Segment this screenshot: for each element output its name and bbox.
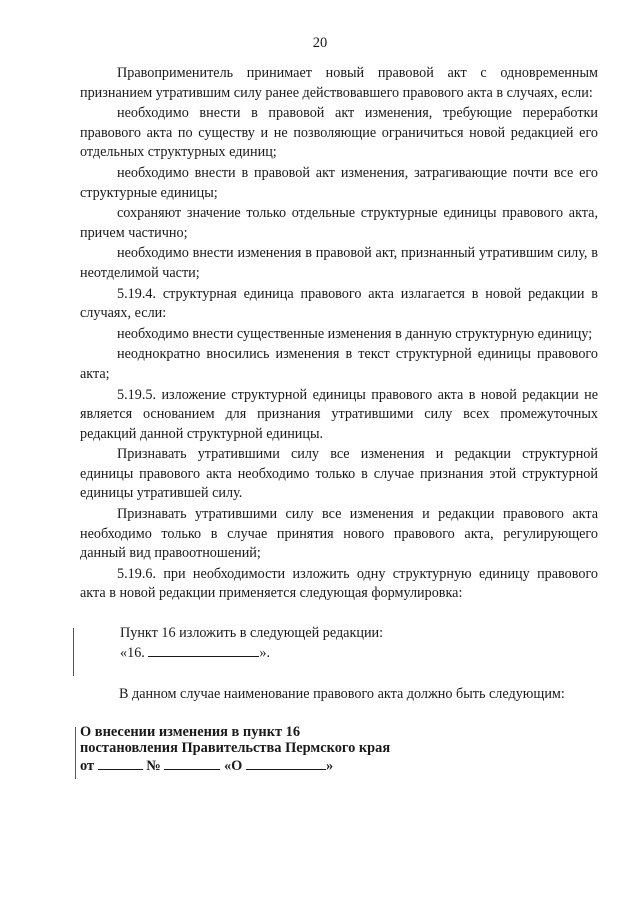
- paragraph: сохраняют значение только отдельные структурные единицы правового акта, причем частично;: [80, 205, 598, 241]
- sample-prefix: «16.: [120, 644, 145, 661]
- sample-line: Пункт 16 изложить в следующей редакции:: [120, 625, 384, 641]
- paragraph: неоднократно вносились изменения в текст структурной единицы правового акта;: [80, 346, 598, 382]
- body-text: [80, 64, 598, 604]
- paragraph: Признавать утратившими силу все изменения и редакции структурной единицы правового акта необходимо только в случае признания этой структурной единицы утратившей силу.: [80, 446, 598, 502]
- title-number-sign: №: [146, 757, 161, 774]
- paragraph: необходимо внести существенные изменения в данную структурную единицу;: [117, 325, 593, 342]
- sample-line: [80, 644, 600, 664]
- paragraph: 5.19.5. изложение структурной единицы правового акта в новой редакции не является основанием для признания утратившими силу всех промежуточных редакций данной структурной единицы.: [80, 386, 598, 442]
- paragraph: 5.19.6. при необходимости изложить одну структурную единицу правового акта в новой редакции применяется следующая формулировка:: [80, 565, 598, 602]
- act-title: [80, 724, 480, 774]
- title-about: «О: [223, 757, 243, 774]
- blank-line: [98, 757, 143, 770]
- paragraph: Признавать утратившими силу все изменения и редакции правового акта необходимо только в случае принятия нового правового акта, регулирующего данный вид правоотношений;: [80, 506, 598, 562]
- sample-formulation: [80, 624, 600, 663]
- title-close-quote: »: [325, 757, 334, 774]
- page-number: 20: [312, 35, 328, 51]
- blank-line: [164, 757, 220, 770]
- blank-line: [246, 757, 326, 770]
- blank-line: [148, 644, 259, 657]
- paragraph: необходимо внести в правовой акт изменения, требующие переработки правового акта по существу и не позволяющие ограничиться новой редакцией его отдельных структурных единиц;: [80, 105, 598, 161]
- sample-margin-line: [73, 628, 74, 676]
- title-line: постановления Правительства Пермского края: [80, 740, 391, 757]
- paragraph: необходимо внести изменения в правовой акт, признанный утратившим силу, в неотделимой части;: [80, 245, 598, 281]
- title-from: от: [80, 757, 95, 774]
- paragraph: необходимо внести в правовой акт изменения, затрагивающие почти все его структурные единицы;: [80, 164, 598, 201]
- paragraph: Правоприменитель принимает новый правовой акт с одновременным признанием утратившим силу ранее действовавшего правового акта в случаях, если:: [80, 65, 598, 101]
- title-margin-line: [75, 727, 76, 779]
- sample-suffix: ».: [259, 644, 271, 661]
- paragraph: 5.19.4. структурная единица правового акта излагается в новой редакции в случаях, если:: [80, 285, 598, 322]
- title-line: [80, 757, 480, 774]
- note-text: В данном случае наименование правового акта должно быть следующим:: [119, 686, 565, 702]
- title-line: О внесении изменения в пункт 16: [80, 724, 301, 740]
